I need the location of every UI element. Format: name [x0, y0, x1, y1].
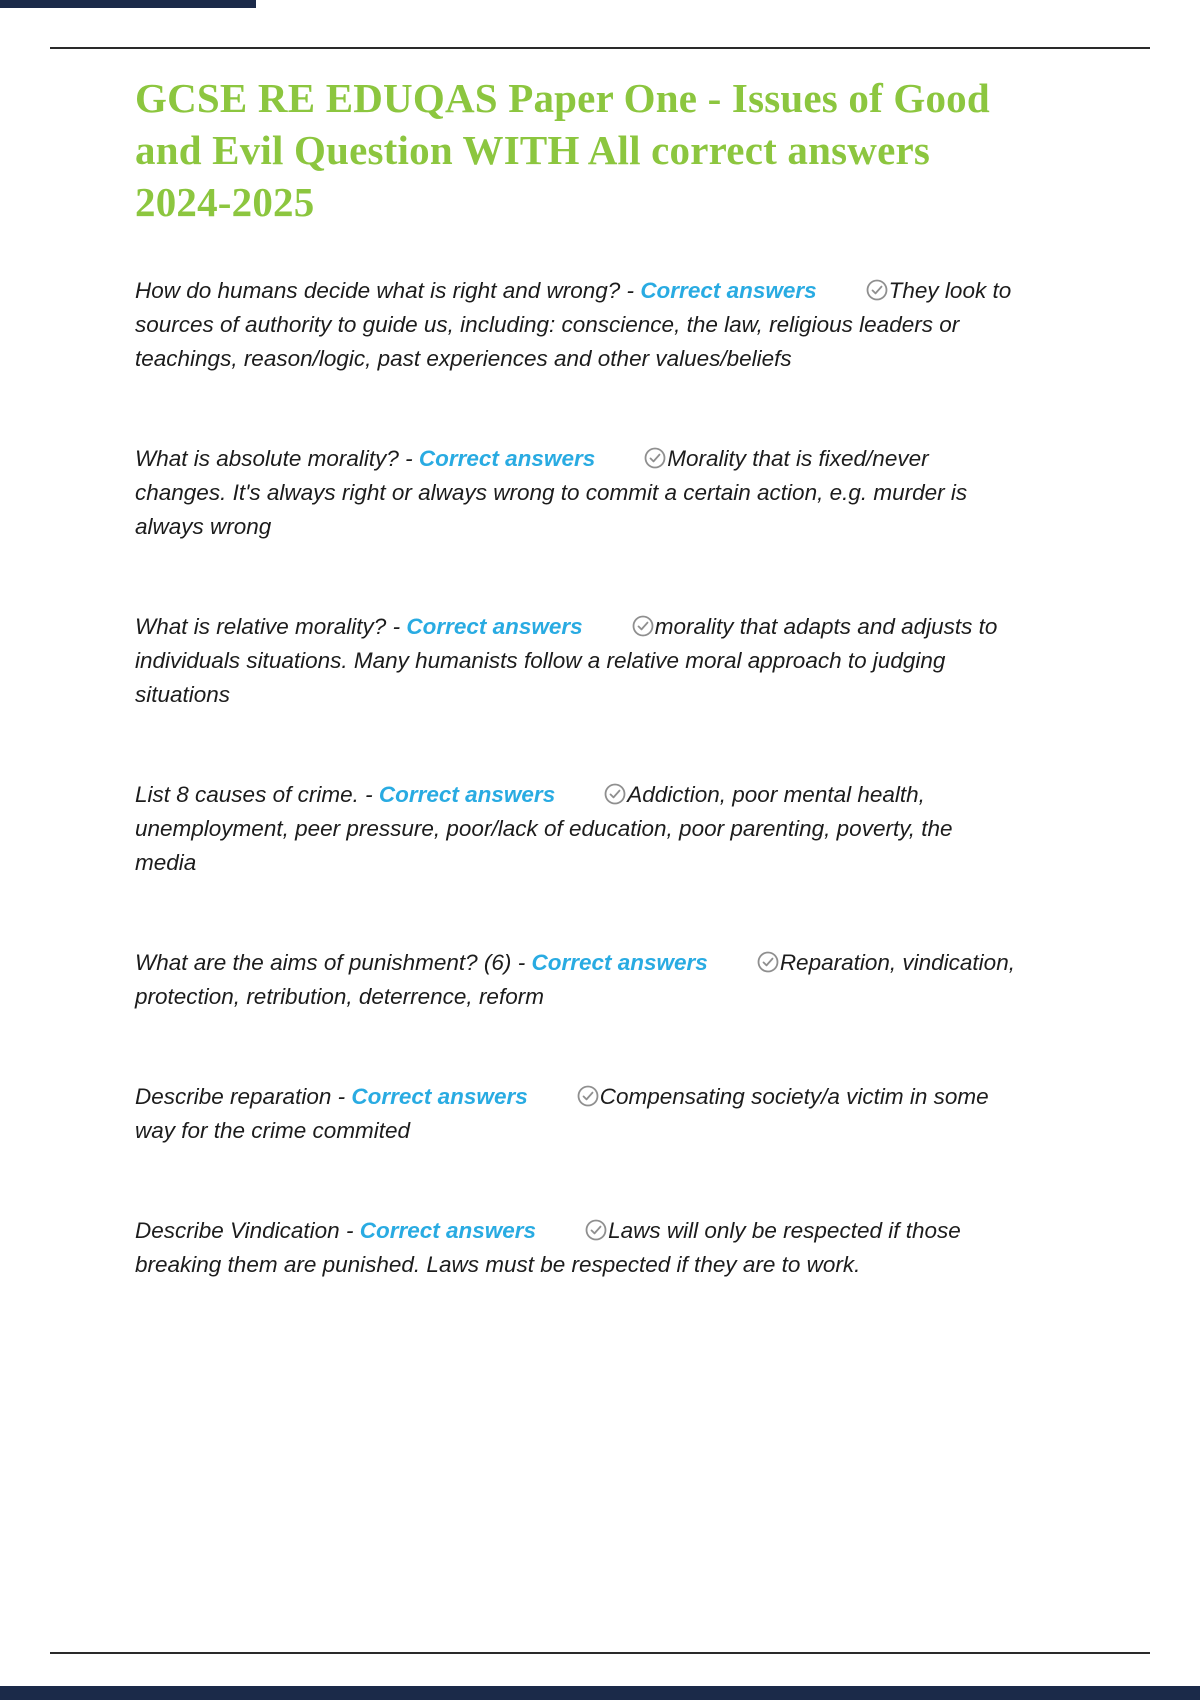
correct-answers-label: Correct answers [418, 446, 596, 472]
question-separator: - [405, 446, 413, 472]
correct-answers-label: Correct answers [378, 782, 556, 808]
answer-text: Laws will only be respected if those breaking them are punished. Laws must be respected if they are to work. [135, 1218, 961, 1278]
question-separator: - [365, 782, 373, 808]
footer-bar [0, 1686, 1200, 1700]
question-separator: - [337, 1084, 346, 1110]
check-circle-icon [631, 614, 655, 638]
qa-item [135, 946, 1015, 1014]
page-title: GCSE RE EDUQAS Paper One - Issues of Good and Evil Question WITH All correct answers 2024-2025 [135, 75, 990, 226]
answer-text: Compensating society/a victim in some way for the crime commited [135, 1084, 989, 1144]
correct-answers-label: Correct answers [359, 1218, 537, 1244]
answer-text: Reparation, vindication, protection, retribution, deterrence, reform [135, 950, 1015, 1010]
question-text: List 8 causes of crime. [135, 782, 359, 808]
qa-item [135, 442, 1015, 544]
correct-answers-label: Correct answers [406, 614, 583, 640]
correct-answers-label: Correct answers [351, 1084, 528, 1110]
question-text: Describe reparation [135, 1084, 332, 1110]
check-circle-icon [584, 1218, 608, 1242]
answer-text: Morality that is fixed/never changes. It's always right or always wrong to commit a certain action, e.g. murder is always wrong [135, 446, 968, 540]
answer-text: morality that adapts and adjusts to individuals situations. Many humanists follow a relative moral approach to judging situations [135, 614, 998, 708]
check-circle-icon [576, 1084, 600, 1108]
question-text: What are the aims of punishment? (6) [135, 950, 512, 976]
answer-text: Addiction, poor mental health, unemployment, peer pressure, poor/lack of education, poor parenting, poverty, the media [135, 782, 953, 876]
question-separator: - [345, 1218, 354, 1244]
check-circle-icon [865, 278, 889, 302]
question-text: How do humans decide what is right and wrong? [135, 278, 621, 304]
question-separator: - [392, 614, 401, 640]
qa-item [135, 778, 1015, 880]
question-text: What is absolute morality? [135, 446, 399, 472]
bottom-rule-divider [50, 1652, 1150, 1654]
question-separator: - [626, 278, 635, 304]
top-rule-divider [50, 47, 1150, 49]
qa-item [135, 1080, 1015, 1148]
document-content [135, 72, 1015, 1348]
check-circle-icon [603, 782, 627, 806]
answer-text: They look to sources of authority to guide us, including: conscience, the law, religious leaders or teachings, reason/logic, past experiences and other values/beliefs [135, 278, 1012, 372]
correct-answers-label: Correct answers [640, 278, 817, 304]
qa-item [135, 610, 1015, 712]
check-circle-icon [756, 950, 780, 974]
question-text: What is relative morality? [135, 614, 387, 640]
qa-item [135, 1214, 1015, 1282]
top-partial-bar [0, 0, 256, 8]
question-text: Describe Vindication [135, 1218, 340, 1244]
qa-item [135, 274, 1015, 376]
check-circle-icon [643, 446, 667, 470]
correct-answers-label: Correct answers [531, 950, 708, 976]
question-separator: - [517, 950, 526, 976]
